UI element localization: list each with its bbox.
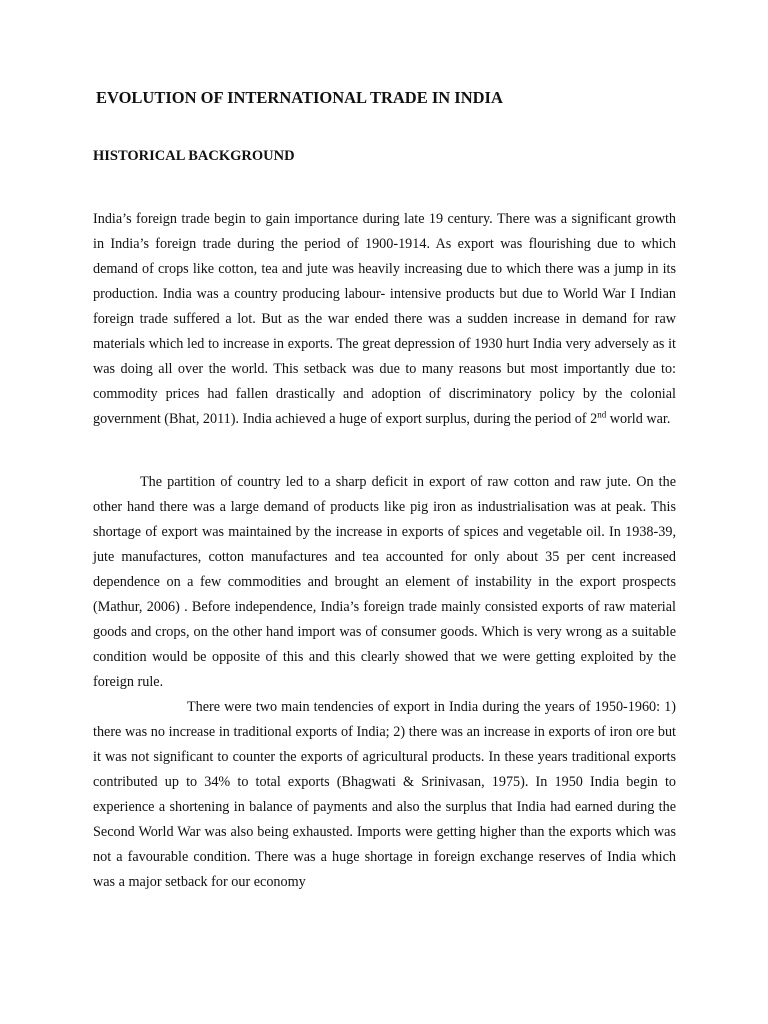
paragraph-1-text: India’s foreign trade begin to gain importance during late 19 century. There was a significant growth in India’s foreign trade during the period of 1900-1914. As export was flourishing due to which demand of crops like cotton, tea and jute was heavily increasing due to which there was a jump in its production. India was a country producing labour- intensive products but due to World War I Indian foreign trade suffered a lot. But as the war ended there was a sudden increase in demand for raw materials which led to increase in exports. The great depression of 1930 hurt India very adversely as it was doing all over the world. This setback was due to many reasons but most importantly due to: commodity prices had fallen drastically and adoption of discriminatory policy by the colonial government (Bhat, 2011). India achieved a huge of export surplus, during the period of 2 bbox=[93, 211, 676, 427]
paragraph-1 bbox=[93, 207, 676, 432]
paragraph-1-text-end: world war. bbox=[606, 411, 671, 427]
paragraph-3: There were two main tendencies of export in India during the years of 1950-1960: 1) there was no increase in traditional exports of India; 2) there was an increase in exports of iron ore but it was not significant to counter the exports of agricultural products. In these years traditional exports contributed up to 34% to total exports (Bhagwati & Srinivasan, 1975). In 1950 India begin to experience a shortening in balance of payments and also the surplus that India had earned during the Second World War was also being exhausted. Imports were getting higher than the exports which was not a favourable condition. There was a huge shortage in foreign exchange reserves of India which was a major setback for our economy bbox=[93, 699, 676, 890]
ordinal-superscript: nd bbox=[597, 409, 607, 420]
section-heading: HISTORICAL BACKGROUND bbox=[93, 148, 295, 164]
document-title: EVOLUTION OF INTERNATIONAL TRADE IN INDIA bbox=[96, 88, 503, 107]
paragraph-2: The partition of country led to a sharp deficit in export of raw cotton and raw jute. On the other hand there was a large demand of products like pig iron as industrialisation was at peak. This shortage of export was maintained by the increase in exports of spices and vegetable oil. In 1938-39, jute manufactures, cotton manufactures and tea accounted for only about 35 per cent increased dependence on a few commodities and brought an element of instability in the export prospects (Mathur, 2006) . Before independence, India’s foreign trade mainly consisted exports of raw material goods and crops, on the other hand import was of consumer goods. Which is very wrong as a suitable condition would be opposite of this and this clearly showed that we were getting exploited by the foreign rule. bbox=[93, 474, 676, 690]
